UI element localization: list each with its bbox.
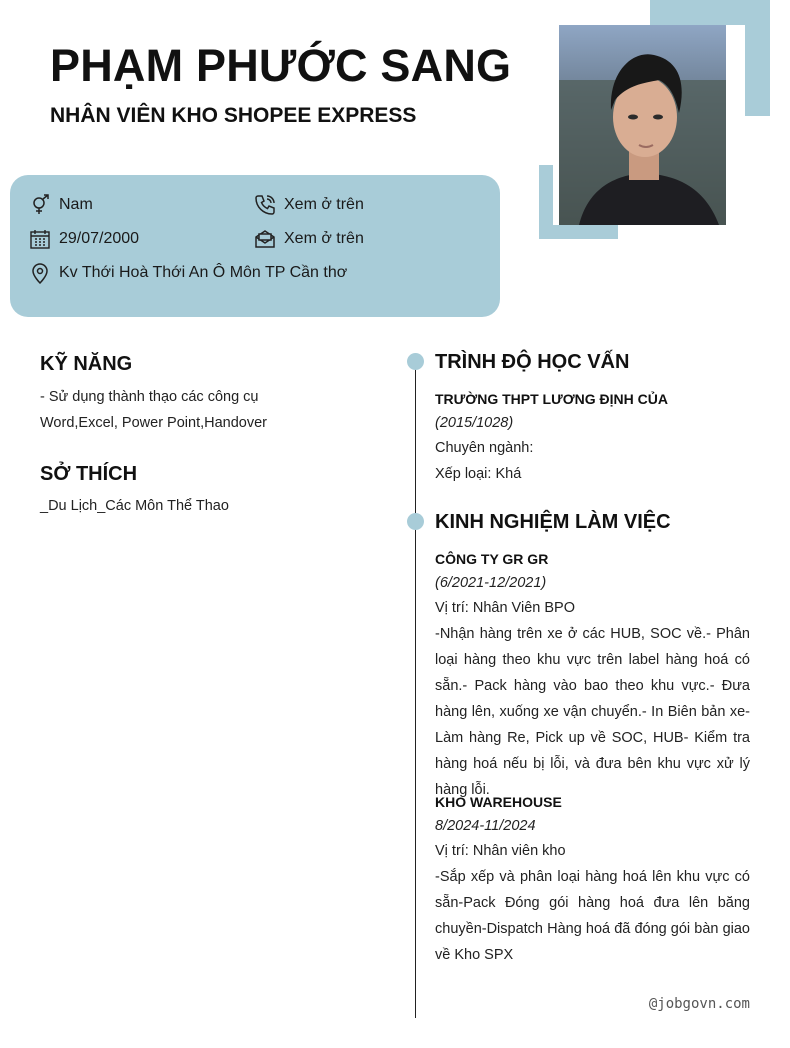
job-company: CÔNG TY GR GR xyxy=(435,551,549,567)
job-position: Vị trí: Nhân viên kho xyxy=(435,843,566,859)
calendar-icon xyxy=(29,228,51,250)
profile-photo xyxy=(559,25,726,225)
timeline-dot-education xyxy=(407,353,424,370)
job-period: (6/2021-12/2021) xyxy=(435,575,547,591)
watermark: @jobgovn.com xyxy=(648,996,750,1012)
phone-value: Xem ở trên xyxy=(284,196,364,213)
education-title: TRÌNH ĐỘ HỌC VẤN xyxy=(435,351,630,373)
candidate-name: PHẠM PHƯỚC SANG xyxy=(50,40,512,91)
hobbies-text: _Du Lịch_Các Môn Thể Thao xyxy=(40,498,229,514)
timeline-line xyxy=(415,362,416,1018)
contact-birthday xyxy=(29,228,139,250)
skills-text: - Sử dụng thành thạo các công cụ Word,Excel, Power Point,Handover xyxy=(40,389,268,431)
contact-gender xyxy=(29,194,93,216)
education-period: (2015/1028) xyxy=(435,415,514,431)
experience-title: KINH NGHIỆM LÀM VIỆC xyxy=(435,511,671,533)
email-value: Xem ở trên xyxy=(284,230,364,247)
job-title: NHÂN VIÊN KHO SHOPEE EXPRESS xyxy=(50,104,417,127)
education-school: TRƯỜNG THPT LƯƠNG ĐỊNH CỦA xyxy=(435,391,668,407)
address-value: Kv Thới Hoà Thới An Ô Môn TP Cần thơ xyxy=(59,264,348,281)
timeline-dot-experience xyxy=(407,513,424,530)
skills-title: KỸ NĂNG xyxy=(40,353,133,375)
gender-icon xyxy=(29,194,51,216)
job-position: Vị trí: Nhân Viên BPO xyxy=(435,600,575,616)
gender-value: Nam xyxy=(59,196,93,213)
hobbies-title: SỞ THÍCH xyxy=(40,463,138,485)
birthday-value: 29/07/2000 xyxy=(59,230,140,247)
job-company: KHO WAREHOUSE xyxy=(435,794,562,810)
contact-email xyxy=(254,228,364,250)
phone-icon xyxy=(254,194,276,216)
location-icon xyxy=(29,262,51,284)
job-period: 8/2024-11/2024 xyxy=(435,818,536,834)
job-description: -Sắp xếp và phân loại hàng hoá lên khu vực có sẵn-Pack Đóng gói hàng hoá đưa lên băng chuyền-Dispatch Hàng hoá đã đóng gói bàn giao về Kho SPX xyxy=(435,869,750,963)
email-icon xyxy=(254,228,276,250)
job-description: -Nhận hàng trên xe ở các HUB, SOC về.- Phân loại hàng theo khu vực trên label hàng hoá có sẵn.- Pack hàng vào bao theo khu vực.- Đưa hàng lên, xuống xe vận chuyển.- In Biên bản xe- Làm hàng Re, Pick up về SOC, HUB- Kiểm tra hàng hoá nếu bị lỗi, và đưa bên khu vực xử lý hàng lỗi. xyxy=(435,626,750,798)
education-major: Chuyên ngành: xyxy=(435,440,534,456)
contact-phone xyxy=(254,194,364,216)
education-grade: Xếp loại: Khá xyxy=(435,466,522,482)
contact-address xyxy=(29,262,347,284)
